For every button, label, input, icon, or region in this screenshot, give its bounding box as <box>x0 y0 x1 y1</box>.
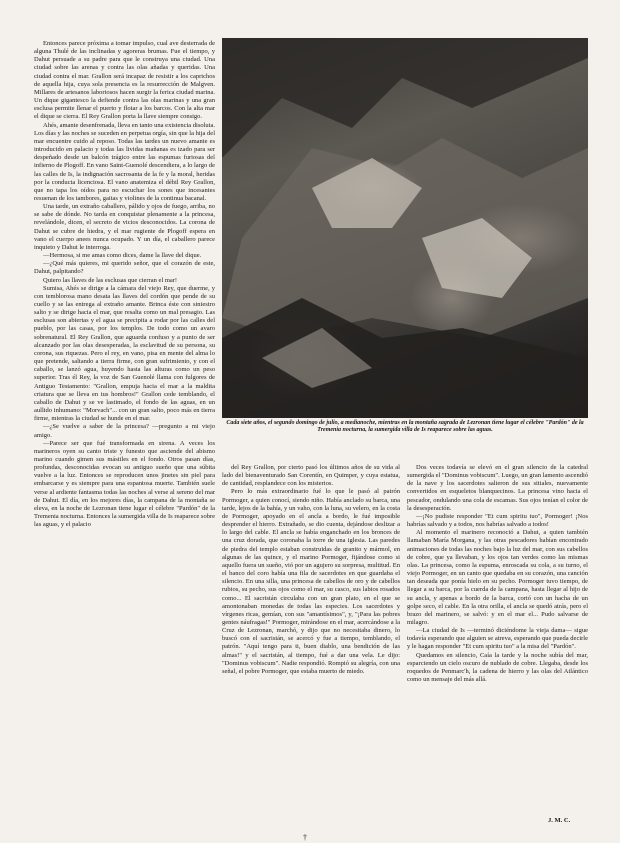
paragraph: —Parece ser que fué transformada en sirena. A veces los marineros oyen su canto triste y funesto que asciende del abismo marino cuando gimen sus mástiles en el fondo. Otros pasan días, profundas, desconocidas evocan su antiguo sueño que una súbita vuelve a la luz. Entonces se reproducen unos jinetes sin piel para embarcarse y es siempre para una espantosa muerte. También suele verse al ardiente fantasma todas las noches al verse al sereno del mar de Dahut. El día, en los mejores días, la campana de la montaña se eleva, en la noche de Lezronan tiene lugar el célebre "Pardón" de la Tremenia nocturna. Entonces la sumergida villa de Is reaparece sobre las aguas, y el palacio <box>34 439 215 529</box>
paragraph: Ahés, amante desenfrenada, lleva en tanto una existencia disoluta. Los días y las noches se suceden en perpetua orgía, sin que la hija del mar encuentre cuido al reposo. Todas las tardes un nuevo amante es introducido en palacio y todas las lividas mañanas es izado para ser despeñado desde un balcón trágico entre las espumas furiosas del infierno de Plogoff. En vano Saint-Guenolé descendiera, a lo largo de las calles de Is, la indignación sacrosanta de la fe y la moral, heridas por la conducta licenciosa. El vano anatemiza el débil Rey Grallon, que no tapa los oídos para no escuchar los sones que incesantes resuenan de los tambores, gaitas y violines de la continua bacanal. <box>34 121 215 202</box>
paragraph: —La ciudad de Is —terminó diciéndome la vieja dama— sigue todavía esperando que alguien se atreva, esperando que pueda decirle y le hagan responder "Et cum spiritu tuo" a la misa del "Pardón". <box>407 627 588 651</box>
paragraph: Entonces parece próxima a tomar impulso, cual ave desterrada de alguna Thulé de las inclinadas y agoreras brumas. Fue el tiempo, y Dahut persuade a su padre para que le construya una ciudad. Una ciudad sobre las arenas y contra las olas añadas y queridas. Una ciudad contra el mar. Grallon será incapaz de resistir a los caprichos de aquella hija, cuya sola presencia es la resurrección de Malgven. Millares de artesanos laboriosos hacen surgir la ferica ciudad marina. Un dique gigantesco la defiende contra las olas marinas y una gran esclusa permite llenar el puerto y flotar a los barcos. Con la alta mar el dique se cierra. El Rey Grallon porta la llave siempre consigo. <box>34 40 215 121</box>
paragraph: —¿Qué más quieres, mi querido señor, que el corazón de este, Dahut, palpitando? <box>34 260 215 276</box>
paragraph: Pero lo más extraordinario fué lo que le pasó al patrón Pormoger, a quien conocí, siendo niño. Había anclado su barca, una tarde, lejos de la bahía, y un vaho, con la luna, su velero, en la costa de Pormoger, apoyado en el ancla a bordo, le fué imposible desprender el hierro. Extrañado, se dio cuenta, dejándose deslizar a lo largo del cable. El ancla se había enganchado en los bronces de una cruz dorada, que coronaba la torre de una iglesia. Las paredes de piedra del templo estaban construidas de granito y mármol, en algunas de las quince, y el marino Pormoger, fijándose como si aquello fuera un sueño, vió por un agujero su sorpresa, multitud. En el banco del coro había una fila de sacerdotes en que guardaba el silencio. En una silla, una princesa de cabellos de oro y de cabellos rubios, su pecho, sus ojos como el mar, su casco, sus labios rosados como... El sacristán circulaba con un gran plato, en el que se amontonaban monedas de todas las especies. Los sacerdotes y vírgenes ricas, gemían, con sus "amantísimos", y, "¡Para las pobres gentes náufragas!" Pormoger, mirándose en el mar, acercándose a la Cruz de Lezronan, marchó, y dijo que no necesitaba dinero, lo buscó con el sacristán, se acercó y fue a tiempo, temblando, el patrón. "Aquí tengo para ti, buen diablo, una bendición de las almas!" y el sacristán, al tiempo, fué a dar una vela. Le dijo: "Dominus vobiscum". Nadie respondió. Rompió su alegría, con una señal, el pobre Pormoger, que estaba muerto de miedo. <box>222 488 400 675</box>
paragraph: —¡No pudiste responder "Et cum spiritu tuo", Pormoger! ¡Nos habrías salvado y a todos, nos habrías salvado a todos! <box>407 512 588 529</box>
paragraph: Sumisa, Ahés se dirige a la cámara del viejo Rey, que duerme, y con temblorosa mano desata las llaves del cordón que pende de su cuello y se las entrega al extraño amante. Brinca éste con siniestro salto y se dirige hacia el mar, que resalta como un mal presagio. Las esclusas son abiertas y el agua se precipita a rodar por las calles del pueblo, por las casas, por los templos. De todo como un avaro sobrenatural. El Rey Grallon, que aguarda confuso y a punto de ser alcanzado por las olas desesperadas, la esclavitud de su persona, su corona, sus riquezas. Pero el rey, en vano, pisa en mente del alma lo que pretende, saltando a tierra firme, con gran sufrimiento, y con el caballo, se lanzó agua, huyendo hasta las alturas como un peso superior. Tras él Rey, la voz de San Guenolé llama con fulgores de Antiguo Testamento: "Grallon, empuja hacia el mar a la maldita criatura que se lleva en tus hombros!" Grallon cede temblando, el caballo de Dahut y se ve lastimado, el fondo de las aguas, en un aullido inhumano: "Morvach"... con un gran salto, poco más en tierra firme, mientras la ciudad se hunde en el mar. <box>34 284 215 423</box>
author-signature: J. M. C. <box>548 817 571 824</box>
paragraph: del Rey Grallon, por cierto pasó los últimos años de su vida al lado del bienaventurado San Corentín, en Quimper, y cuya estatua, de cantidad, resplandece con los misterios. <box>222 464 400 488</box>
paragraph: Al momento el marinero reconoció a Dahut, a quien también llamaban María Morgana, y las otras pescadores habían encontrado animaciones de todas las noches bajo la luz del mar, con sus cabellos de cobre, que ya llevaban, y los ojos tan verdes como las mismas olas. La princesa, como la espuma, enroscada su cola, a su turno, el viejo Pormoger, en un canto que quedaba en su corazón, una canción tan deseada que ponía hielo en su pecho. Pormoger tuvo tiempo, de llegar a su barca, por la cuerda de la campana, hasta llegar al hijo de su ancla, y apenas a bordo de la barca, cortó con un hacha de un golpe seco, el cable. En la otra orilla, el ancla se quedó atrás, pero el brazo del marinero, se salvó: y en el mar el... Pudo salvarse de milagro. <box>407 529 588 626</box>
rocks-illustration <box>222 38 588 418</box>
column-3 <box>407 464 588 814</box>
column-2 <box>222 464 400 824</box>
photo-caption: Cada siete años, el segundo domingo de julio, a medianoche, mientras en la montaña sagrada de Lezronan tiene lugar el célebre "Pardón" de la Tremenia nocturna, la sumergida villa de Is reaparece sobre las aguas. <box>226 420 584 434</box>
paragraph: —Hermosa, si me amas como dices, dame la llave del dique. <box>43 252 202 260</box>
paragraph: Una tarde, un extraño caballero, pálido y ojos de fuego, arriba, no se sabe de dónde. No tarda en conquistar plenamente a la princesa, revelándole, dicen, el secreto de vicios desconocidos. La corona de Dahut se cubre de hiedra, y el mar rugiente de Plogoff espera en vano el cuerpo anees nunca ocupado. Y un día, el caballero parece inquieto y Dahut le interroga. <box>34 203 215 251</box>
paragraph: —¿Se vuelve a saber de la princesa? —pregunto a mi viejo amigo. <box>34 423 215 439</box>
seashore-rocks-photo <box>222 38 588 418</box>
paragraph: Quedamos en silencio, Caía la tarde y la noche subía del mar, esparciendo un cielo oscuro de nublado de cobre. Llegaba, desde los roquedos de Penmarc'h, la cadena de hierro y las olas del Atlántico como un mensaje del más allá. <box>407 651 588 684</box>
footer-mark: † <box>303 833 307 842</box>
paragraph: Dos veces todavía se elevó en el gran silencio de la catedral sumergida el "Dominus vobiscum". Luego, un gran lamento ascendió de la nave y los sacerdotes salieron de sus sitiales, nuevamente convertidos en esqueletos blanquecinos. La princesa vino hacia el pescador, ondulando una cola de escamas. Sus ojos tenían el color de la desesperación. <box>407 464 588 512</box>
column-1 <box>34 40 215 830</box>
paragraph: Quiero las llaves de las esclusas que cierran el mar! <box>43 276 178 284</box>
